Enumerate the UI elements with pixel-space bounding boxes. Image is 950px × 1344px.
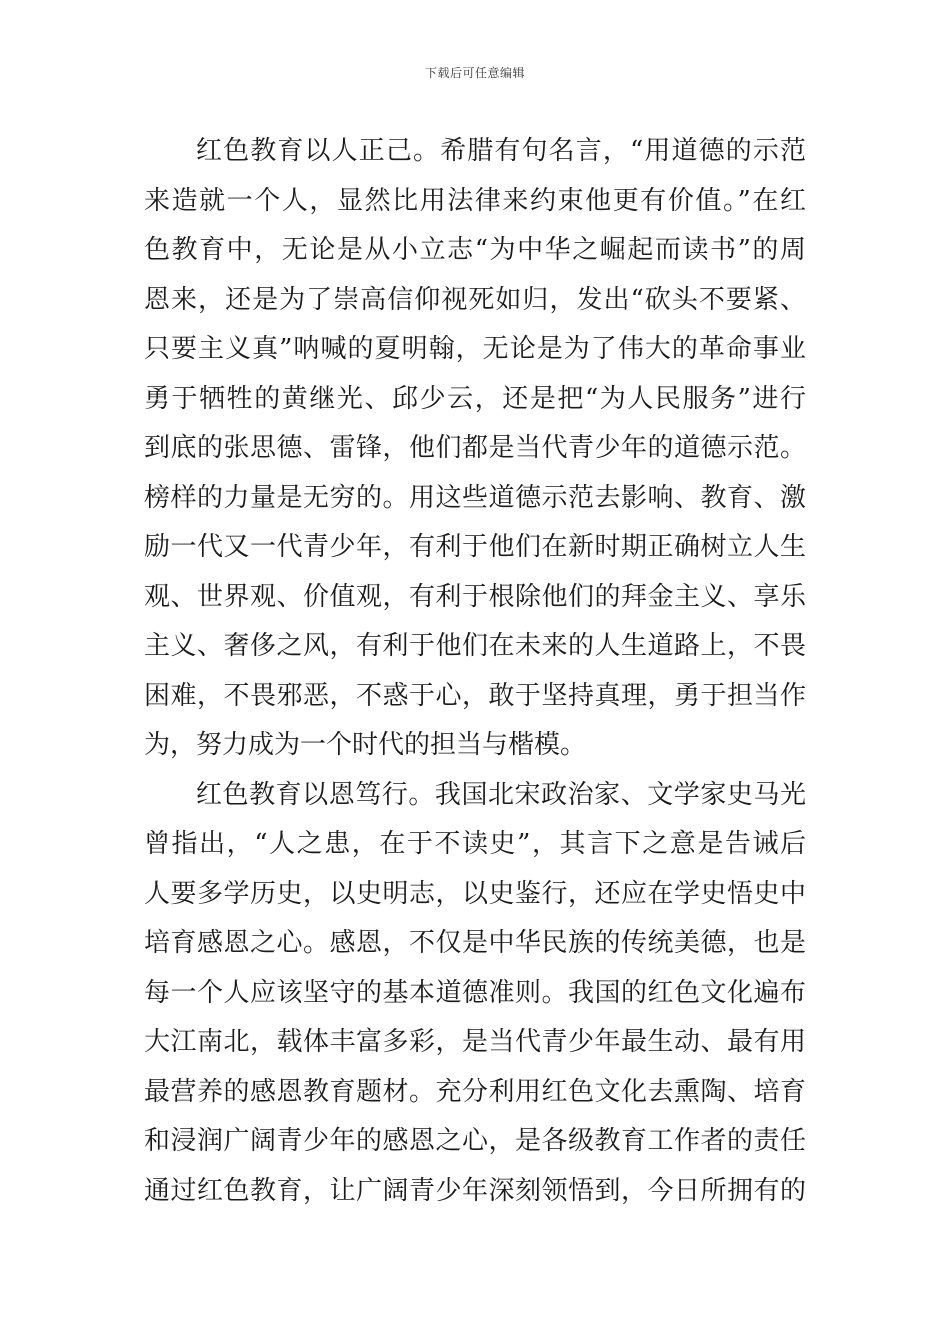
paragraph-1-line-13: 为，努力成为一个时代的担当与楷模。 xyxy=(144,730,587,760)
paragraph-1-line-10: 观、世界观、价值观，有利于根除他们的拜金主义、享乐 xyxy=(144,581,806,612)
paragraph-2-line-3: 人要多学历史，以史明志，以史鉴行，还应在学史悟史中 xyxy=(144,878,806,909)
paragraph-1-line-2: 来造就一个人，显然比用法律来约束他更有价值。”在红 xyxy=(144,185,806,216)
page-header-note: 下载后可任意编辑 xyxy=(424,66,525,80)
paragraph-1-line-3: 色教育中，无论是从小立志“为中华之崛起而读书”的周 xyxy=(144,235,806,265)
paragraph-2-line-1: 红色教育以恩笃行。我国北宋政治家、文学家史马光 xyxy=(196,779,806,810)
paragraph-1-line-8: 榜样的力量是无穷的。用这些道德示范去影响、教育、激 xyxy=(144,482,806,513)
paragraph-1-line-7: 到底的张思德、雷锋，他们都是当代青少年的道德示范。 xyxy=(144,433,806,463)
paragraph-2-line-2: 曾指出，“人之患，在于不读史”，其言下之意是告诫后 xyxy=(144,829,806,859)
paragraph-1-line-5: 只要主义真”呐喊的夏明翰，无论是为了伟大的革命事业 xyxy=(144,334,806,364)
paragraph-2-line-8: 和浸润广阔青少年的感恩之心，是各级教育工作者的责任 xyxy=(144,1126,806,1156)
paragraph-1-line-1: 红色教育以人正己。希腊有句名言，“用道德的示范 xyxy=(196,136,806,166)
paragraph-1-line-11: 主义、奢侈之风，有利于他们在未来的人生道路上，不畏 xyxy=(144,631,806,661)
paragraph-2-line-4: 培育感恩之心。感恩，不仅是中华民族的传统美德，也是 xyxy=(144,928,806,958)
paragraph-2-line-5: 每一个人应该坚守的基本道德准则。我国的红色文化遍布 xyxy=(144,977,806,1008)
paragraph-1-line-9: 励一代又一代青少年，有利于他们在新时期正确树立人生 xyxy=(144,532,806,562)
paragraph-1-line-6: 勇于牺牲的黄继光、邱少云，还是把“为人民服务”进行 xyxy=(144,383,806,414)
paragraph-2-line-6: 大江南北，载体丰富多彩，是当代青少年最生动、最有用 xyxy=(144,1027,806,1057)
paragraph-1-line-4: 恩来，还是为了崇高信仰视死如归，发出“砍头不要紧、 xyxy=(144,284,806,315)
paragraph-2-line-9: 通过红色教育，让广阔青少年深刻领悟到，今日所拥有的 xyxy=(144,1175,806,1206)
body-text xyxy=(144,127,806,1216)
paragraph-1-line-12: 困难，不畏邪恶，不惑于心，敢于坚持真理，勇于担当作 xyxy=(144,680,806,711)
paragraph-2-line-7: 最营养的感恩教育题材。充分利用红色文化去熏陶、培育 xyxy=(144,1076,806,1107)
